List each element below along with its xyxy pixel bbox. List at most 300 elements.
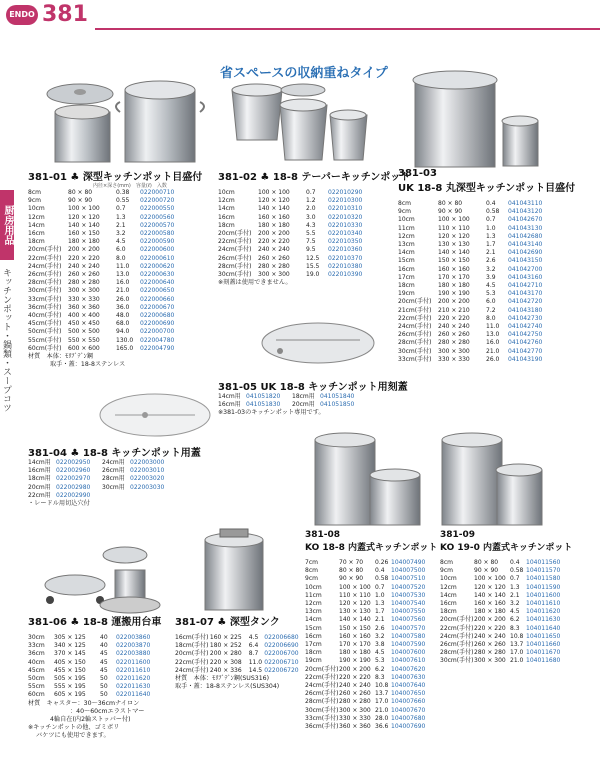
table-cell: 022011620	[116, 675, 151, 683]
table-row	[305, 649, 440, 657]
table-cell: 022004780	[140, 336, 175, 344]
table-cell: 0.7	[486, 216, 496, 224]
table-cell: 7.2	[486, 306, 496, 314]
table-cell: 305 × 125	[54, 634, 86, 641]
table-cell: 30cm(手付)	[218, 271, 252, 279]
table-cell: 041043180	[508, 306, 543, 314]
table-row	[28, 287, 213, 295]
table-cell: 110 × 110	[438, 224, 470, 232]
table-row	[305, 641, 440, 649]
usage-note-2: バケツにも使用できます。	[36, 731, 110, 739]
table-row	[28, 271, 213, 279]
table-cell: 022004790	[140, 344, 175, 352]
table-cell: 022003880	[116, 650, 151, 658]
table-cell: 17.0	[375, 698, 389, 706]
table-cell: 104007540	[391, 600, 426, 608]
section-note: ※刻蓋は使用できません。	[218, 279, 292, 287]
lid-table	[218, 393, 398, 409]
table-cell: 104007660	[391, 698, 426, 706]
table-cell: 4.5	[486, 282, 496, 290]
table-row	[440, 567, 595, 575]
table-cell: 022010360	[328, 246, 363, 254]
inner-lid-pot-190-image	[437, 430, 547, 530]
table-cell: 15cm	[305, 624, 322, 632]
table-cell: 104007650	[391, 690, 426, 698]
table-cell: 041042760	[508, 339, 543, 347]
table-cell: 12cm	[28, 213, 45, 221]
table-row	[440, 633, 595, 641]
table-cell: 26.0	[486, 355, 500, 363]
table-cell: 130 × 130	[438, 241, 470, 249]
table-cell: 1.0	[486, 224, 496, 232]
section-note: ・レードル用切込穴付	[28, 500, 90, 508]
table-row	[398, 307, 598, 315]
table-cell: 8cm	[440, 559, 453, 566]
table-cell: 104011610	[526, 600, 561, 608]
table-cell: 21.0	[510, 657, 524, 665]
table-row	[218, 255, 393, 263]
table-cell: 13.7	[375, 690, 389, 698]
table-cell: 4.5	[510, 608, 520, 616]
table-row	[28, 205, 213, 213]
table-cell: 041042690	[508, 249, 543, 257]
table-row	[440, 592, 595, 600]
table-cell: 3.2	[510, 600, 520, 608]
table-cell: 14cm	[305, 616, 322, 624]
table-cell: 3.9	[486, 273, 496, 281]
brand-logo: ENDO	[6, 5, 38, 25]
table-cell: 100 × 100	[68, 205, 100, 213]
table-cell: 240 × 240	[474, 632, 506, 640]
table-cell: 15.5	[306, 262, 320, 270]
table-row	[440, 559, 595, 567]
section-381-01: 381-01 ♣ 深型キッチンポット目盛付 内径×深さ(mm) 容量(ℓ) 入数 8cm 80 × 80 0.38 022000710 9cm 90 × 90 0.55 022000720 10cm 100 × 100 0.7 022000550 12cm 120 × 120 1.3 022000560 14cm 140 × 140 2.1 022000570 16cm 160 × 150 3.2 022000580 18cm 180 × 180 4.5 022000590 20cm(手付) 200 × 200 6.0 022000600 22cm(手付) 220 × 220 8.0 022000610 24cm(手付) 240 × 240 11.0 022000620 26cm(手付) 260 × 260 13.0 022000630 28cm(手付) 280 × 280 16.0 022000640 30cm(手付) 300 × 300 21.0 022000650 33cm(手付) 330 × 330 26.0 022000660 36cm(手付) 360 × 360 36.0 022000670 40cm(手付) 400 × 400 48.0 022000680 45cm(手付) 450 × 450 68.0 022000690 50cm(手付) 500 × 500 94.0 022000700 55cm(手付) 550 × 550 130.0 022004780 60cm(手付) 600 × 600 165.0 022004790 材質 本体：ﾓﾘﾌﾞﾃﾞﾝ鋼 取手・蓋：18-8ステンレス	[28, 168, 213, 369]
section-title: UK 18-8 キッチンポット用刻蓋	[260, 382, 408, 393]
table-cell: 14cm	[440, 591, 457, 599]
table-cell: 18cm用	[28, 475, 51, 483]
table-cell: 0.4	[486, 200, 496, 207]
table-cell: 280 × 280	[339, 698, 371, 706]
table-cell: 8cm	[305, 567, 318, 575]
table-cell: 022003860	[116, 634, 151, 641]
table-cell: 041043150	[508, 257, 543, 265]
table-cell: 50	[100, 683, 108, 691]
table-cell: 260 × 260	[258, 254, 290, 262]
table-cell: 370 × 145	[54, 650, 86, 658]
table-cell: 10cm	[28, 205, 45, 213]
table-cell: 022006720	[264, 666, 299, 674]
table-row	[28, 214, 213, 222]
table-cell: 110 × 110	[339, 591, 371, 599]
table-row	[218, 271, 393, 279]
headline: 省スペースの収納重ねタイプ	[220, 66, 388, 81]
table-cell: 20cm(手付)	[218, 230, 252, 238]
table-cell: 22cm(手付)	[218, 238, 252, 246]
table-cell: 280 × 280	[68, 279, 100, 287]
table-row	[305, 625, 440, 633]
table-cell: 6.2	[375, 665, 385, 673]
table-cell: 041042700	[508, 265, 543, 273]
table-cell: 120 × 120	[438, 232, 470, 240]
table-cell: 104011660	[526, 641, 561, 649]
table-row	[398, 298, 598, 306]
table-row	[398, 282, 598, 290]
table-cell: 50	[100, 675, 108, 683]
table-cell: 50cm(手付)	[28, 328, 62, 336]
table-row	[440, 625, 595, 633]
table-row	[305, 715, 440, 723]
table-cell: 1.3	[486, 232, 496, 240]
table-cell: 14cm用	[218, 393, 241, 400]
section-code: 381-01	[28, 172, 67, 183]
table-cell: 60cm(手付)	[28, 344, 62, 352]
table-cell: 022000680	[140, 312, 175, 320]
table-cell: 28cm用	[102, 475, 125, 483]
table-row	[398, 249, 598, 257]
table-cell: 20cm用	[292, 401, 315, 409]
table-cell: 9.5	[306, 246, 316, 254]
table-cell: 9cm	[28, 197, 41, 205]
table-cell: 90 × 90	[438, 208, 463, 216]
section-title: 深型キッチンポット目盛付	[82, 172, 203, 183]
lid-image	[95, 390, 215, 440]
table-cell: 11cm	[398, 224, 415, 232]
product-table	[175, 634, 305, 675]
table-cell: 30cm(手付)	[398, 347, 432, 355]
section-381-05	[218, 378, 408, 417]
table-row	[305, 698, 440, 706]
table-row	[28, 189, 213, 197]
table-cell: 8.3	[375, 673, 385, 681]
table-row	[305, 616, 440, 624]
table-cell: 022006680	[264, 634, 299, 641]
table-cell: 4.5	[375, 649, 385, 657]
table-row	[218, 230, 393, 238]
table-cell: 041042740	[508, 323, 543, 331]
table-cell: 16cm	[398, 265, 415, 273]
product-table	[28, 634, 193, 700]
table-cell: 140 × 140	[339, 616, 371, 624]
table-cell: 041042750	[508, 331, 543, 339]
table-cell: 130 × 130	[339, 608, 371, 616]
table-cell: 104011560	[526, 559, 561, 566]
deep-tank-image	[195, 525, 275, 615]
section-title: 18-8 キッチンポット用蓋	[82, 448, 201, 459]
table-cell: 9cm	[305, 575, 318, 583]
table-cell: 8.3	[510, 624, 520, 632]
table-cell: 104011620	[526, 608, 561, 616]
table-cell: 0.7	[375, 583, 385, 591]
table-cell: 16cm用	[218, 401, 241, 409]
table-cell: 022000650	[140, 287, 175, 295]
table-row	[398, 266, 598, 274]
table-row	[398, 216, 598, 224]
section-code: 381-04	[28, 448, 67, 459]
table-cell: 80 × 80	[339, 567, 364, 575]
table-cell: 260 × 260	[438, 331, 470, 339]
table-cell: 70 × 70	[339, 559, 364, 566]
table-cell: 1.3	[510, 583, 520, 591]
table-cell: 22cm(手付)	[28, 254, 62, 262]
table-cell: 240 × 240	[68, 262, 100, 270]
table-cell: 45	[100, 666, 108, 674]
product-table	[305, 559, 440, 731]
table-row	[218, 246, 393, 254]
table-cell: 21cm(手付)	[398, 306, 432, 314]
table-cell: 21.0	[375, 706, 389, 714]
table-row	[28, 255, 213, 263]
table-cell: 24cm(手付)	[440, 632, 474, 640]
table-cell: 50cm	[28, 675, 45, 683]
table-cell: 041042710	[508, 282, 543, 290]
table-cell: 18cm	[440, 608, 457, 616]
table-row	[440, 657, 595, 665]
table-cell: 8cm	[398, 200, 411, 207]
table-cell: 104007680	[391, 714, 426, 722]
table-row	[218, 205, 393, 213]
table-cell: 20cm(手付)	[175, 650, 209, 658]
section-title: 18-8 運搬用台車	[82, 617, 162, 628]
table-cell: 160 × 225	[209, 634, 242, 641]
table-row	[398, 200, 598, 208]
table-cell: 26cm(手付)	[398, 331, 432, 339]
table-cell: 140 × 140	[68, 221, 100, 229]
table-cell: 041043190	[508, 355, 543, 363]
table-cell: 1.7	[375, 608, 385, 616]
caster-note: 4輪自在(内2輪ストッパー付)	[50, 715, 131, 723]
table-cell: 18cm	[218, 221, 235, 229]
table-row	[218, 189, 393, 197]
table-cell: 18cm	[305, 649, 322, 657]
table-cell: 10cm	[305, 583, 322, 591]
table-cell: 13.7	[510, 641, 524, 649]
lid-table	[28, 459, 228, 500]
table-row	[28, 246, 213, 254]
table-cell: 280 × 280	[438, 339, 470, 347]
table-row	[28, 659, 193, 667]
table-cell: 280 × 280	[474, 649, 506, 657]
table-cell: 104007570	[391, 624, 426, 632]
table-cell: 190 × 190	[438, 290, 470, 298]
table-cell: 104011630	[526, 616, 561, 624]
section-code: 381-06	[28, 617, 67, 628]
table-cell: 300 × 300	[474, 657, 506, 665]
table-cell: 100 × 100	[438, 216, 470, 224]
header-rule	[95, 28, 600, 30]
table-cell: 1.2	[306, 197, 316, 205]
table-cell: 24cm(手付)	[305, 682, 339, 690]
table-cell: 26.0	[116, 295, 130, 303]
table-row	[398, 339, 598, 347]
section-381-09	[440, 530, 595, 666]
taper-pot-image	[222, 80, 372, 165]
section-title: KO 19-0 内蓋式キッチンポット	[440, 543, 573, 553]
table-cell: 170 × 170	[339, 641, 371, 649]
table-cell: 330 × 330	[68, 295, 100, 303]
table-cell: 220 × 308	[209, 658, 242, 666]
table-cell: 14.5	[248, 666, 263, 674]
table-row	[175, 634, 305, 642]
table-cell: 022002980	[56, 483, 91, 491]
table-cell: 3.2	[375, 632, 385, 640]
table-cell: 022000630	[140, 271, 175, 279]
table-cell: 022006700	[264, 650, 299, 658]
table-cell: 24cm用	[102, 459, 125, 466]
section-code: 381-05	[218, 382, 257, 393]
table-cell: 0.58	[486, 208, 500, 216]
table-cell: 20cm用	[28, 483, 51, 491]
table-cell: 28cm(手付)	[218, 262, 252, 270]
section-code: 381-08	[305, 530, 341, 540]
table-cell: 022002970	[56, 475, 91, 483]
table-cell: 041042770	[508, 347, 543, 355]
table-cell: 80 × 80	[474, 559, 499, 566]
table-cell: 16cm	[440, 600, 457, 608]
table-cell: 0.38	[116, 189, 130, 196]
table-cell: 104007610	[391, 657, 426, 665]
table-row	[28, 691, 193, 699]
table-cell: 36.0	[116, 303, 130, 311]
table-cell: 100 × 100	[339, 583, 371, 591]
table-cell: 8.7	[248, 650, 259, 658]
table-cell: 11.0	[116, 262, 130, 270]
section-title: KO 18-8 内蓋式キッチンポット	[305, 543, 438, 553]
material-note: 材質 キャスター：30～36cmナイロン	[28, 699, 140, 707]
product-table	[440, 559, 595, 666]
section-381-07: 381-07 ♣ 深型タンク 16cm(手付) 160 × 225 4.5 022006680 18cm(手付) 180 × 252 6.4 022006690 20cm(手付) 200 × 280 8.7 022006700 22cm(手付) 220 × 308 11.0 022006710 24cm(手付) 240 × 336 14.5 022006720 材質 本体：ﾓﾘﾌﾞﾃﾞﾝ鋼(SUS316) 取手・蓋：18-8ステンレス(SUS304)	[175, 613, 305, 691]
table-cell: 19cm	[398, 290, 415, 298]
table-cell: 022010320	[328, 213, 363, 221]
table-cell: 6.4	[248, 642, 259, 650]
table-cell: 400 × 400	[68, 312, 100, 320]
table-cell: 104007550	[391, 608, 426, 616]
table-row	[305, 584, 440, 592]
section-381-04: 381-04 ♣ 18-8 キッチンポット用蓋 14cm用 022002950 24cm用 022003000 16cm用 022002960 26cm用 022003010 18cm用 022002970 28cm用 022003020 20cm用 022002980 30cm用 022003030 22cm用 022002990 ・レードル用切込穴付	[28, 444, 228, 508]
table-row	[305, 600, 440, 608]
table-cell: 022011630	[116, 683, 151, 691]
table-row	[28, 492, 228, 500]
table-cell: 6.0	[116, 246, 126, 254]
table-row	[28, 634, 193, 642]
table-cell: 120 × 120	[339, 600, 371, 608]
table-cell: 041051830	[246, 401, 281, 409]
table-cell: 104011650	[526, 632, 561, 640]
table-cell: 550 × 550	[68, 336, 100, 344]
table-cell: 8cm	[28, 189, 41, 196]
table-cell: 80 × 80	[68, 189, 93, 196]
table-cell: 180 × 180	[68, 238, 100, 246]
table-row	[28, 222, 213, 230]
table-cell: 18cm用	[292, 393, 315, 400]
table-cell: 104007530	[391, 591, 426, 599]
table-cell: 28cm(手付)	[28, 279, 62, 287]
table-cell: 104007690	[391, 723, 426, 731]
table-cell: 104007510	[391, 575, 426, 583]
material-note: 材質 本体：ﾓﾘﾌﾞﾃﾞﾝ鋼	[28, 353, 93, 361]
table-row	[440, 584, 595, 592]
table-cell: 300 × 300	[339, 706, 371, 714]
table-cell: 12cm	[440, 583, 457, 591]
table-cell: 041042680	[508, 232, 543, 240]
table-cell: 022000720	[140, 197, 175, 205]
table-cell: 022010390	[328, 271, 363, 279]
table-cell: 022000710	[140, 189, 175, 196]
table-cell: 022000660	[140, 295, 175, 303]
table-cell: 505 × 195	[54, 675, 86, 683]
table-cell: 9cm	[398, 208, 411, 216]
table-cell: 180 × 252	[209, 642, 242, 650]
table-cell: 7.5	[306, 238, 316, 246]
table-cell: 33cm(手付)	[28, 295, 62, 303]
table-cell: 022000590	[140, 238, 175, 246]
table-row	[398, 208, 598, 216]
table-cell: 160 × 160	[438, 265, 470, 273]
table-cell: 022010310	[328, 205, 363, 213]
table-cell: 041043170	[508, 290, 543, 298]
table-cell: 240 × 240	[258, 246, 290, 254]
table-row	[305, 707, 440, 715]
table-cell: 3.8	[375, 641, 385, 649]
table-row	[440, 600, 595, 608]
table-cell: 50	[100, 691, 108, 699]
table-cell: 26cm(手付)	[218, 254, 252, 262]
table-cell: 12cm	[398, 232, 415, 240]
table-cell: 4.5	[116, 238, 126, 246]
table-cell: 500 × 500	[68, 328, 100, 336]
table-cell: 022000690	[140, 320, 175, 328]
table-cell: 13.0	[116, 271, 130, 279]
table-cell: 28.0	[375, 714, 389, 722]
table-cell: 330 × 330	[438, 355, 470, 363]
table-cell: 26cm(手付)	[440, 641, 474, 649]
table-cell: 022000640	[140, 279, 175, 287]
table-row	[28, 675, 193, 683]
table-cell: 104007580	[391, 632, 426, 640]
table-cell: 45	[100, 650, 108, 658]
table-cell: 10cm	[440, 575, 457, 583]
table-cell: 022010330	[328, 221, 363, 229]
table-cell: 104007490	[391, 559, 426, 566]
table-cell: 104007620	[391, 665, 426, 673]
material-note-2: ：40～60cmエラストマー	[70, 707, 145, 715]
section-title: 18-8 テーパーキッチンポット	[272, 172, 411, 183]
table-cell: 360 × 360	[339, 723, 371, 731]
table-cell: 16cm	[218, 213, 235, 221]
table-cell: 150 × 150	[438, 257, 470, 265]
table-row	[28, 484, 228, 492]
table-cell: 16cm	[305, 632, 322, 640]
table-cell: 28cm(手付)	[398, 339, 432, 347]
table-cell: 300 × 300	[68, 287, 100, 295]
table-cell: 200 × 280	[209, 650, 242, 658]
table-cell: 8.0	[116, 254, 126, 262]
page-number: 381	[42, 2, 88, 27]
table-cell: 36cm(手付)	[305, 723, 339, 731]
table-cell: 60cm	[28, 691, 45, 699]
table-cell: 041051850	[320, 401, 355, 409]
table-cell: 13cm	[398, 241, 415, 249]
table-row	[398, 356, 598, 364]
table-cell: 022003030	[130, 483, 165, 491]
table-cell: 022003870	[116, 642, 151, 650]
table-cell: 2.1	[486, 249, 496, 257]
table-row	[305, 575, 440, 583]
table-cell: 94.0	[116, 328, 130, 336]
table-cell: 9cm	[440, 567, 453, 575]
table-row	[398, 233, 598, 241]
table-cell: 140 × 140	[438, 249, 470, 257]
table-cell: 160 × 150	[68, 230, 100, 238]
